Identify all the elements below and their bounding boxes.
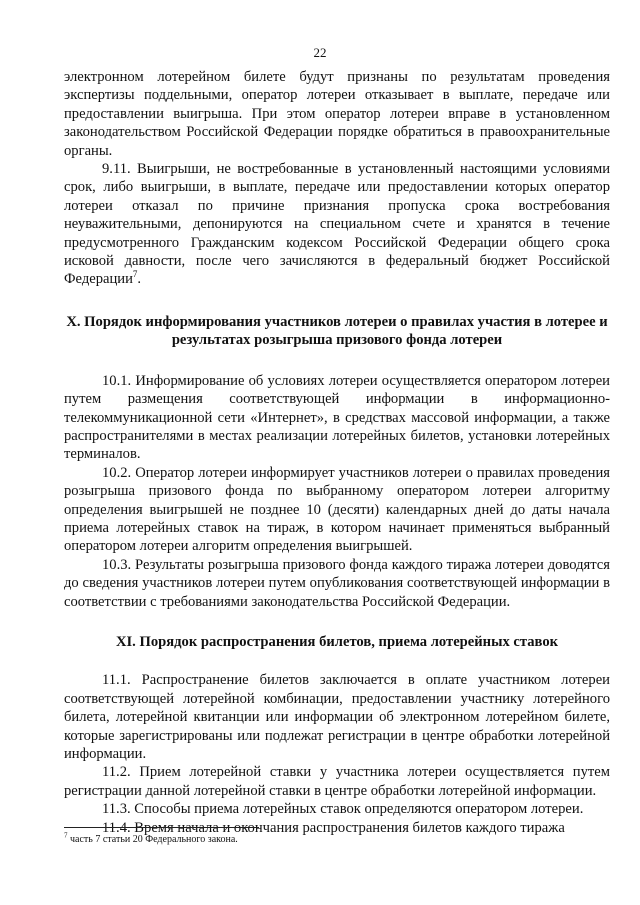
section-x-heading: X. Порядок информирования участников лотереи о правилах участия в лотерее и результатах розыгрыша призового фонда лотереи xyxy=(66,313,608,349)
footnote-reference[interactable]: 7 xyxy=(132,269,138,280)
section-xi-heading: XI. Порядок распространения билетов, приема лотерейных ставок xyxy=(115,633,559,650)
paragraph-11-1: 11.1. Распространение билетов заключается в оплате участником лотереи соответствующей лотерейной комбинации, предоставлении участнику лотерейного билета, лотерейной квитанции или информации об электронном лотерейном билете, которые зарегистрированы или подлежат регистрации в центре обработки лотерейной информации. xyxy=(64,672,610,762)
footnote-mark: 7 xyxy=(64,831,68,840)
page-number: 22 xyxy=(313,45,327,60)
paragraph-10-3: 10.3. Результаты розыгрыша призового фонда каждого тиража лотереи доводятся до сведения участников лотереи путем опубликования соответствующей информации в соответствии с требованиями законодательства Российской Федерации. xyxy=(64,556,610,610)
footnote-text: часть 7 статьи 20 Федерального закона. xyxy=(67,834,238,845)
paragraph-continuation: электронном лотерейном билете будут признаны по результатам проведения экспертизы поддельными, оператор лотереи отказывает в выплате, передаче или предоставлении выигрыша. При этом оператор лотереи вправе в установленном законодательством Российской Федерации порядке обратиться в правоохранительные органы. xyxy=(64,69,610,159)
paragraph-11-3: 11.3. Способы приема лотерейных ставок определяются оператором лотереи. xyxy=(102,801,584,818)
paragraph-10-1: 10.1. Информирование об условиях лотереи осуществляется оператором лотереи путем размещения соответствующей информации в информационно-телекоммуникационной сети «Интернет», в средствах массовой информации, а также распространителями в местах реализации лотерейных билетов, установки лотерейных терминалов. xyxy=(64,372,610,463)
paragraph-9-11-text: 9.11. Выигрыши, не востребованные в установленный настоящими условиями срок, либо выигрыши, в выплате, передаче или предоставлении которых оператор лотереи отказал по причине признания пропуска срока востребования неуважительными, депонируются на специальном счете и хранятся в течение предусмотренного Гражданским кодексом Российской Федерации общего срока исковой давности, после чего зачисляются в федеральный бюджет Российской Федерации xyxy=(64,161,610,288)
paragraph-9-11 xyxy=(64,160,610,289)
footnote-divider xyxy=(64,827,259,828)
paragraph-11-2: 11.2. Прием лотерейной ставки у участника лотереи осуществляется путем регистрации данной лотерейной ставки в центре обработки лотерейной информации. xyxy=(64,764,610,799)
document-body xyxy=(64,68,610,837)
paragraph-11-4: 11.4. Время начала и окончания распространения билетов каждого тиража xyxy=(102,819,565,836)
paragraph-10-2: 10.2. Оператор лотереи информирует участников лотереи о правилах проведения розыгрыша призового фонда по выбранному оператором лотереи алгоритму определения выигрышей не позднее 10 (десяти) календарных дней до даты начала приема лотерейных ставок на тираж, в котором начинает применяться выбранный оператором лотереи алгоритм определения выигрышей. xyxy=(64,464,610,555)
footnote xyxy=(64,831,238,846)
paragraph-9-11-end: . xyxy=(137,271,142,288)
